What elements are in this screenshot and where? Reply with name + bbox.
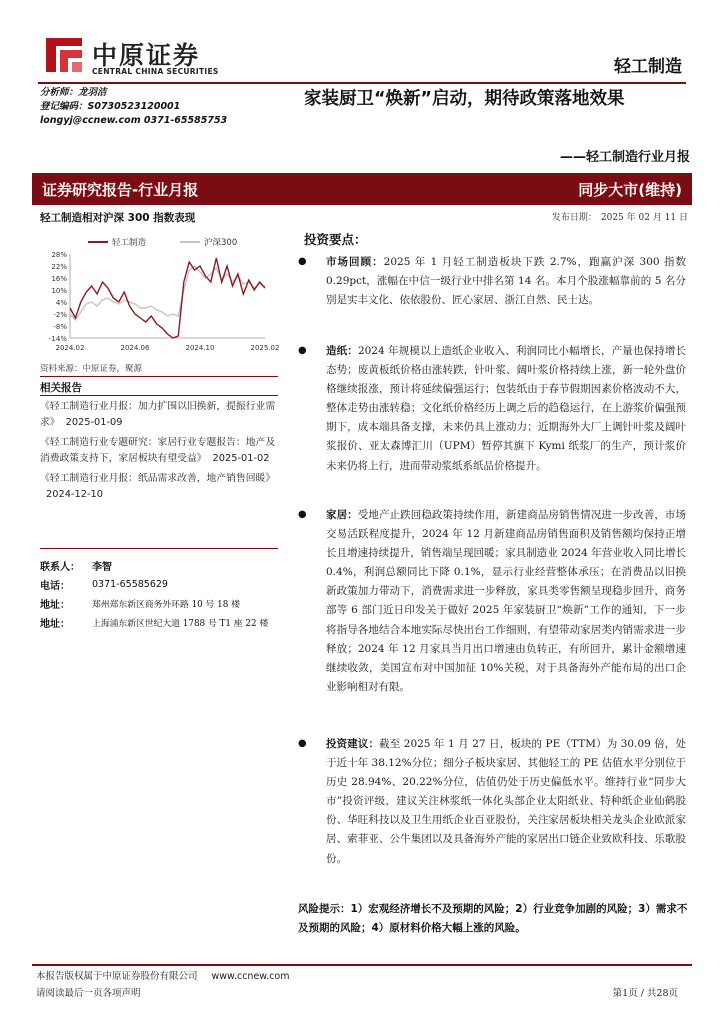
footer-divider [32,964,692,966]
publish-date [552,210,688,223]
y-tick-label: -2% [53,311,67,319]
contact-address: 郑州郑东新区商务外环路 10 号 18 楼 [92,600,240,610]
related-report-date: 2024-12-10 [46,489,103,500]
relative-performance-chart [40,232,280,360]
company-logo-icon [44,34,84,74]
contact-person: 李智 [92,562,112,573]
bullet-icon: ● [298,256,307,267]
section-label: 家居： [326,509,358,521]
section-label: 市场回顾： [326,256,384,268]
related-report-title[interactable]: 《轻工制造行业专题研究：家居行业专题报告：地产及消费政策支持下，家居板块有望受益》 [40,437,276,464]
contact-person-label: 联系人： [40,562,80,573]
related-report-date: 2025-01-09 [65,417,123,428]
y-tick-label: 4% [55,299,67,307]
related-report-item[interactable] [40,399,278,431]
report-subtitle: ——轻工制造行业月报 [559,150,690,165]
section-home-furnishing [326,506,686,697]
footer-copyright-row [36,968,290,982]
page-number: 第1页 / 共28页 [612,988,678,999]
analyst-reg-code: 登记编码：S0730523120001 [40,101,181,112]
sidebar-divider [40,376,278,377]
section-investment-advice [326,735,686,869]
legend-label: 轻工制造 [112,238,147,248]
section-body: 2024 年规模以上造纸企业收入、利润同比小幅增长，产量也保持增长态势；废黄板纸价格由涨转跌，针叶浆、阔叶浆价格持续上涨，新一轮外盘价格继续报涨，预计将延续偏强运行；包装纸由于春节假期因素价格波动不大，整体走势由涨转稳；文化纸价格经历上调之后的趋稳运行，在上游浆价偏强预期下，成本端具备支撑，未来仍具上涨动力；近期海外大厂上调针叶浆及阔叶浆报价、亚太森博汇川（UPM）暂停其旗下 Kymi 纸浆厂的生产，预计浆价未来仍将上行，进而带动浆纸系纸品价格提升。 [326,345,687,472]
contact-address-row [40,594,280,613]
related-reports-list [40,399,278,507]
x-tick-label: 2024.10 [185,344,215,352]
report-title: 家装厨卫“焕新”启动，期待政策落地效果 [304,89,625,109]
key-points-heading: 投资要点： [304,232,367,247]
contact-phone-row [40,575,280,594]
company-logo [44,34,244,82]
series-line-csi300 [70,266,265,320]
section-label: 投资建议： [326,738,380,750]
logo-text-en: CENTRAL CHINA SECURITIES [92,67,219,76]
analyst-name: 分析师：龙羽洁 [40,87,107,98]
y-tick-label: 28% [51,251,67,259]
contact-block [40,556,280,632]
footer-disclaimer: 请阅读最后一页各项声明 [36,988,141,999]
section-body: 截至 2025 年 1 月 27 日，板块的 PE（TTM）为 30.09 倍，处于近十年 38.12%分位；细分子板块家居、其他轻工的 PE 估值水平分别位于历史 28.94%、20.22%分位，估值仍处于历史偏低水平。维持行业“同步大市”投资评级，建议关注林浆纸一体化头部企业太阳纸业、特种纸企业仙鹤股份、华旺科技以及卫生用纸企业百亚股份，关注家居板块相关龙头企业欧派家居、索菲亚、公牛集团以及具备海外产能的家居出口链企业致欧科技、乐歌股份。 [326,738,686,865]
legend-label: 沪深300 [204,238,238,248]
y-tick-label: -14% [48,335,67,343]
chart-title: 轻工制造相对沪深 300 指数表现 [40,212,196,224]
x-tick-label: 2024.02 [55,344,85,352]
y-tick-label: 16% [51,275,67,283]
section-market-review [326,253,686,310]
bullet-icon: ● [298,345,307,356]
contact-address-label: 地址： [40,619,70,630]
risk-warning: 风险提示：1）宏观经济增长不及预期的风险；2）行业竞争加剧的风险；3）需求不及预期的风险；4）原材料价格大幅上涨的风险。 [298,903,688,934]
bullet-icon: ● [298,738,307,749]
logo-text-cn: 中原证券 [92,41,201,70]
contact-address: 上海浦东新区世纪大道 1788 号 T1 座 22 楼 [92,619,269,629]
section-body: 受地产止跌回稳政策持续作用，新建商品房销售情况进一步改善，市场交易活跃程度提升，2024 年 12 月新建商品房销售面积及销售额均保持正增长且增速持续提升，销售端呈现回暖；家具制造业 2024 年营业收入同比增长 0.4%，利润总额同比下降 0.1%，显示行业经营整体承压；在消费品以旧换新政策加力带动下，消费需求进一步释放，家具类零售额呈现稳步回升，商务部等 6 部门近日印发关于做好 2025 年家装厨卫“焕新”工作的通知，下一步将指导各地结合本地实际尽快出台工作细则，有望带动家居类内销需求进一步释放；2024 年 12 月家具当月出口增速由负转正，有所回升，累计金额增速继续收敛，美国宣布对中国加征 10%关税，对于具备海外产能布局的出口企业影响相对有限。 [326,509,687,693]
x-tick-label: 2024.06 [120,344,150,352]
sector-label: 轻工制造 [614,57,682,77]
rating: 同步大市(维持) [578,181,682,199]
report-type-band [32,173,692,205]
x-tick-label: 2025.02 [250,344,280,352]
chart-source: 资料来源：中原证券，聚源 [40,364,143,374]
publish-date-label: 发布日期： [551,213,597,223]
related-report-item[interactable] [40,471,278,503]
related-report-title[interactable]: 《轻工制造行业月报：纸品需求改善，地产销售回暖》 [40,473,276,484]
report-type: 证券研究报告-行业月报 [42,181,199,199]
section-paper [326,342,686,476]
section-body: 2025 年 1 月轻工制造板块下跌 2.7%，跑赢沪深 300 指数 0.29pct，涨幅在中信一级行业中排名第 14 名。本月个股涨幅靠前的 5 名分别是实丰文化、依依股份、匠心家居、浙江自然、民士达。 [326,256,686,307]
y-tick-label: 10% [51,287,67,295]
chart-svg [40,232,280,360]
sidebar-divider [40,395,278,396]
related-report-item[interactable] [40,435,278,467]
sidebar-divider [40,548,278,549]
contact-person-row [40,556,280,575]
analyst-info [40,86,227,128]
y-tick-label: -8% [53,323,67,331]
footer-url[interactable]: www.ccnew.com [211,971,290,982]
contact-address-label: 地址： [40,600,70,611]
contact-phone-label: 电话： [40,581,70,592]
bullet-icon: ● [298,509,307,520]
related-report-date: 2025-01-02 [212,453,270,464]
contact-address-row [40,613,280,632]
related-reports-heading: 相关报告 [40,382,82,394]
header-divider [38,82,686,84]
related-report-title[interactable]: 《轻工制造行业月报：加力扩围以旧换新，提振行业需求》 [40,401,276,428]
contact-phone: 0371-65585629 [92,579,168,590]
analyst-contact: longyj@ccnew.com 0371-65585753 [40,115,228,126]
publish-date-value: 2025 年 02 月 11 日 [600,213,688,223]
series-line-light-industry [70,258,265,338]
y-tick-label: 22% [51,263,67,271]
section-label: 造纸： [326,345,358,357]
footer-copyright: 本报告版权属于中原证券股份有限公司 [36,971,198,982]
